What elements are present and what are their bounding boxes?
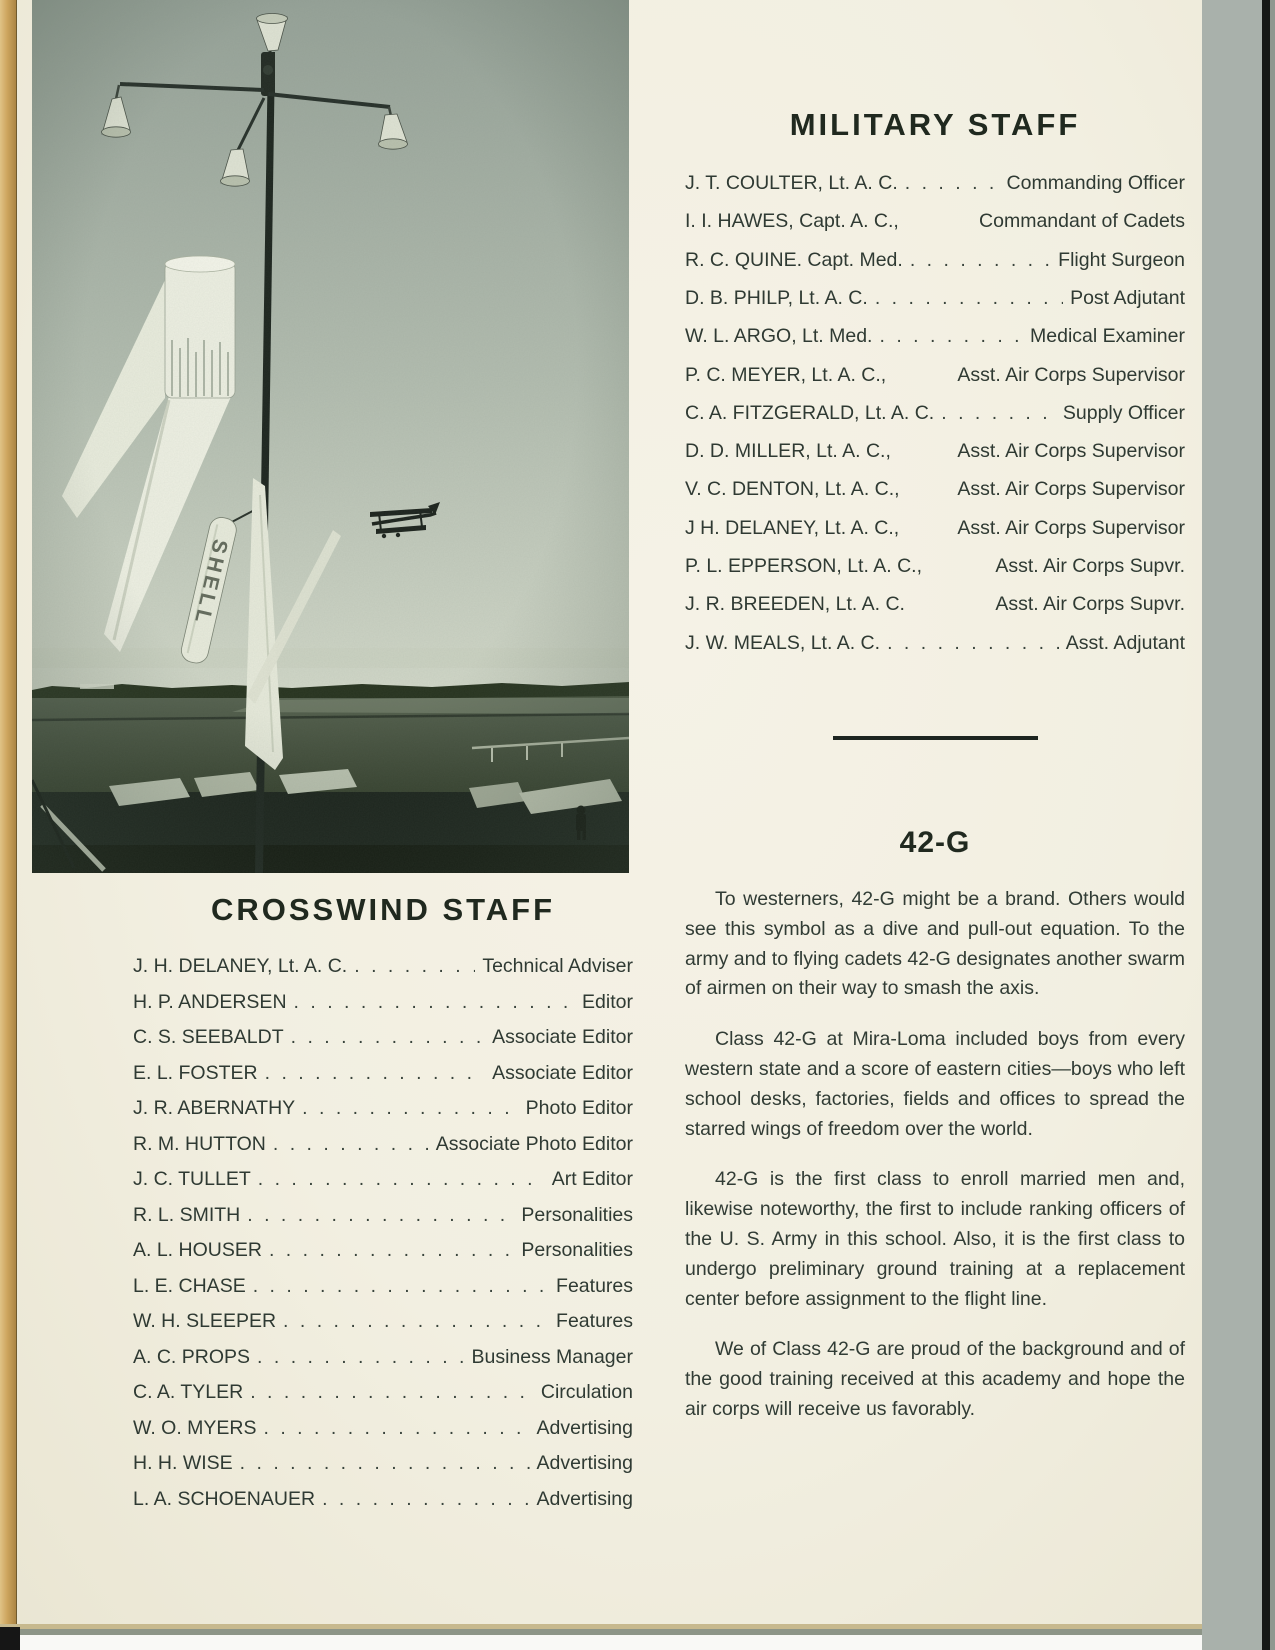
staff-name: P. L. EPPERSON, Lt. A. C., [685,555,922,578]
staff-role: Advertising [536,1416,633,1439]
staff-entry [133,1162,633,1198]
dot-leader [910,241,1051,279]
staff-role: Circulation [540,1381,633,1404]
yearbook-page [17,0,1202,1624]
staff-entry [133,1198,633,1234]
staff-name: C. A. FITZGERALD, Lt. A. C. [685,401,935,424]
staff-entry [133,1482,633,1518]
staff-name: R. M. HUTTON [133,1132,266,1155]
staff-entry [685,547,1185,585]
halftone-grain [32,0,629,873]
staff-role: Features [556,1274,633,1297]
staff-name: L. A. SCHOENAUER [133,1487,316,1510]
dot-leader [247,1198,514,1234]
staff-name: L. E. CHASE [133,1274,246,1297]
staff-entry [133,1269,633,1305]
staff-entry [133,1340,633,1376]
staff-name: C. A. TYLER [133,1381,244,1404]
staff-role: Features [556,1310,633,1333]
staff-name: A. C. PROPS [133,1345,251,1368]
staff-role: Advertising [536,1452,633,1475]
class-paragraph: To westerners, 42-G might be a brand. Others would see this symbol as a dive and pull-out equation. To the army and to flying cadets 42-G designates another swarm of airmen on their way to smash the axis. [685,887,1185,1000]
book-cover-edge [1262,0,1270,1650]
staff-entry [685,624,1185,662]
staff-entry [685,279,1185,317]
dot-leader [887,624,1059,662]
staff-name: J. H. DELANEY, Lt. A. C. [133,955,348,978]
dot-leader [253,1269,549,1305]
staff-name: W. L. ARGO, Lt. Med. [685,325,873,348]
staff-role: Supply Officer [1062,401,1185,424]
dot-leader [354,949,475,985]
staff-name: J. T. COULTER, Lt. A. C. [685,172,898,195]
staff-role: Photo Editor [525,1097,633,1120]
class-42g-text [685,885,1185,1425]
staff-role: Asst. Air Corps Supervisor [957,516,1185,539]
crosswind-staff-section [133,893,633,1517]
staff-name: P. C. MEYER, Lt. A. C., [685,363,887,386]
staff-entry [685,241,1185,279]
dot-leader [941,394,1056,432]
staff-entry [685,317,1185,355]
dot-leader [257,1340,464,1376]
dot-leader [265,1056,485,1092]
staff-entry [133,949,633,985]
crosswind-staff-list [133,949,633,1517]
dot-leader [291,1020,485,1056]
staff-entry [685,356,1185,394]
staff-entry [133,1304,633,1340]
staff-entry [685,432,1185,470]
military-staff-title: MILITARY STAFF [789,107,1081,142]
dot-leader [905,164,1000,202]
dot-leader [264,1411,530,1447]
dot-leader [273,1127,429,1163]
photo-illustration [32,0,629,873]
staff-entry [133,1056,633,1092]
staff-entry [685,394,1185,432]
staff-name: D. B. PHILP, Lt. A. C. [685,286,868,309]
staff-name: J H. DELANEY, Lt. A. C., [685,516,900,539]
staff-name: J. R. BREEDEN, Lt. A. C. [685,593,905,616]
staff-entry [133,1446,633,1482]
staff-name: R. C. QUINE. Capt. Med. [685,248,903,271]
staff-entry [685,470,1185,508]
staff-role: Medical Examiner [1030,325,1185,348]
staff-role: Art Editor [551,1168,633,1191]
class-paragraph: We of Class 42-G are proud of the background and of the good training received at this academy and hope the air corps will receive us favorably. [685,1338,1185,1420]
staff-role: Asst. Air Corps Supvr. [995,555,1185,578]
staff-role: Commandant of Cadets [979,210,1185,233]
staff-role: Personalities [521,1203,633,1226]
dot-leader [322,1482,529,1518]
book-binding-edge [0,0,17,1628]
military-staff-list [685,164,1185,662]
staff-name: J. W. MEALS, Lt. A. C. [685,631,881,654]
staff-role: Asst. Adjutant [1065,631,1185,654]
staff-role: Asst. Air Corps Supvr. [995,593,1185,616]
staff-entry [133,1375,633,1411]
staff-name: J. R. ABERNATHY [133,1097,296,1120]
staff-entry [685,585,1185,623]
dot-leader [879,317,1023,355]
staff-name: W. O. MYERS [133,1416,257,1439]
military-staff-section [685,108,1185,1446]
staff-name: A. L. HOUSER [133,1239,262,1262]
staff-entry [133,1411,633,1447]
section-divider-rule [833,736,1038,740]
staff-role: Flight Surgeon [1058,248,1185,271]
staff-role: Business Manager [471,1345,633,1368]
staff-role: Personalities [521,1239,633,1262]
staff-entry [133,1233,633,1269]
dot-leader [875,279,1063,317]
dot-leader [269,1233,514,1269]
staff-role: Associate Photo Editor [435,1132,633,1155]
staff-name: H. P. ANDERSEN [133,990,287,1013]
windsock-airfield-photo [32,0,629,873]
staff-role: Editor [582,990,633,1013]
staff-name: J. C. TULLET [133,1168,251,1191]
staff-name: C. S. SEEBALDT [133,1026,284,1049]
staff-entry [685,509,1185,547]
staff-role: Associate Editor [492,1061,633,1084]
staff-name: I. I. HAWES, Capt. A. C., [685,210,899,233]
staff-name: V. C. DENTON, Lt. A. C., [685,478,900,501]
dot-leader [294,985,576,1021]
staff-name: H. H. WISE [133,1452,233,1475]
scan-right-margin [1202,0,1275,1650]
staff-entry [685,202,1185,240]
staff-entry [133,1091,633,1127]
staff-entry [685,164,1185,202]
page-bottom-edge [0,1624,1202,1650]
staff-entry [133,1127,633,1163]
class-paragraph: Class 42-G at Mira-Loma included boys from every western state and a score of eastern cities—boys who left school desks, factories, fields and offices to spread the starred wings of freedom over the world. [685,1028,1185,1140]
staff-role: Asst. Air Corps Supervisor [957,440,1185,463]
class-42g-title: 42-G [899,825,971,859]
class-paragraph: 42-G is the first class to enroll married men and, likewise noteworthy, the first to include ranking officers of the U. S. Army in this school. Also, it is the first class to undergo preliminary ground training at a replacement center before assignment to the flight line. [685,1168,1185,1310]
staff-name: W. H. SLEEPER [133,1310,277,1333]
dot-leader [283,1304,549,1340]
staff-name: E. L. FOSTER [133,1061,258,1084]
staff-role: Advertising [536,1487,633,1510]
dot-leader [250,1375,534,1411]
crosswind-staff-title: CROSSWIND STAFF [210,892,556,927]
scan-outer-edge [1270,0,1275,1650]
staff-role: Asst. Air Corps Supervisor [957,478,1185,501]
staff-role: Asst. Air Corps Supervisor [957,363,1185,386]
dot-leader [258,1162,545,1198]
staff-entry [133,1020,633,1056]
staff-name: R. L. SMITH [133,1203,241,1226]
staff-entry [133,985,633,1021]
staff-name: D. D. MILLER, Lt. A. C., [685,440,891,463]
dot-leader [240,1446,530,1482]
dot-leader [302,1091,519,1127]
staff-role: Post Adjutant [1070,286,1185,309]
staff-role: Associate Editor [492,1026,633,1049]
scan-corner-shadow [0,1627,20,1650]
staff-role: Commanding Officer [1006,172,1185,195]
staff-role: Technical Adviser [482,955,633,978]
